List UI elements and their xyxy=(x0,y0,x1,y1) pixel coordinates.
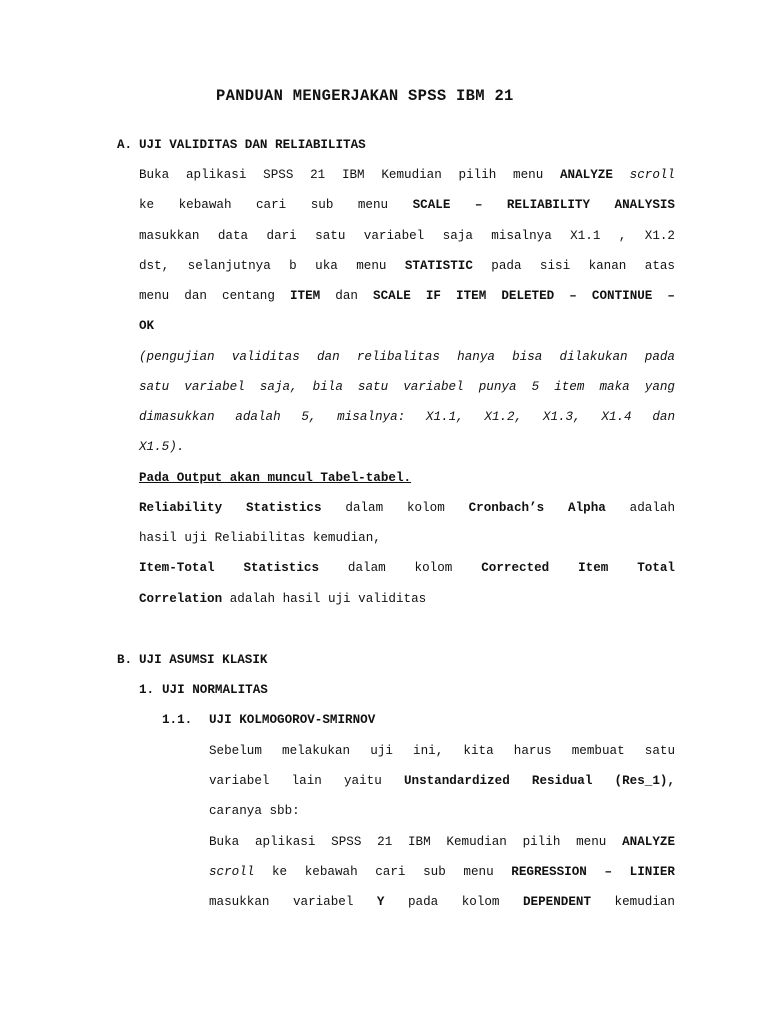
subsection-1-heading: UJI NORMALITAS xyxy=(162,683,268,697)
section-a-note-line3: dimasukkan adalah 5, misalnya: X1.1, X1.2, X1.3, X1.4 dan xyxy=(139,410,675,424)
section-b-para1-line1: Sebelum melakukan uji ini, kita harus membuat satu xyxy=(209,744,675,758)
section-b-para1-line3: caranya sbb: xyxy=(209,804,300,818)
subsection-1-1-heading: UJI KOLMOGOROV-SMIRNOV xyxy=(209,713,376,727)
section-b-para2-line1: Buka aplikasi SPSS 21 IBM Kemudian pilih menu ANALYZE xyxy=(209,835,675,849)
section-b-para1-line2: variabel lain yaitu Unstandardized Residual (Res_1), xyxy=(209,774,675,788)
section-a-note-line1: (pengujian validitas dan relibalitas hanya bisa dilakukan pada xyxy=(139,350,675,364)
section-a-para1-line5: menu dan centang ITEM dan SCALE IF ITEM DELETED – CONTINUE – xyxy=(139,289,675,303)
section-a-heading: UJI VALIDITAS DAN RELIABILITAS xyxy=(139,138,366,152)
output-heading: Pada Output akan muncul Tabel-tabel. xyxy=(139,471,412,485)
reliability-line1: Reliability Statistics dalam kolom Cronbach’s Alpha adalah xyxy=(139,501,676,515)
document-title: PANDUAN MENGERJAKAN SPSS IBM 21 xyxy=(216,87,514,105)
section-a-para1-line2: ke kebawah cari sub menu SCALE – RELIABILITY ANALYSIS xyxy=(139,198,675,212)
section-a-para1-line4: dst, selanjutnya b uka menu STATISTIC pada sisi kanan atas xyxy=(139,259,675,273)
section-a-para1-line1: Buka aplikasi SPSS 21 IBM Kemudian pilih menu ANALYZE scroll xyxy=(139,168,675,182)
section-b-marker: B. xyxy=(117,653,133,667)
item-total-line1: Item-Total Statistics dalam kolom Corrected Item Total xyxy=(139,561,675,575)
reliability-line2: hasil uji Reliabilitas kemudian, xyxy=(139,531,381,545)
section-b-heading: UJI ASUMSI KLASIK xyxy=(139,653,268,667)
section-a-marker: A. xyxy=(117,138,133,152)
subsection-1-1-marker: 1.1. xyxy=(162,713,193,727)
section-a-note-line2: satu variabel saja, bila satu variabel punya 5 item maka yang xyxy=(139,380,675,394)
section-a-para1-line3: masukkan data dari satu variabel saja misalnya X1.1 , X1.2 xyxy=(139,229,675,243)
section-b-para2-line2: scroll ke kebawah cari sub menu REGRESSION – LINIER xyxy=(209,865,675,879)
subsection-1-marker: 1. xyxy=(139,683,155,697)
section-a-note-line4: X1.5). xyxy=(139,440,185,454)
item-total-line2: Correlation adalah hasil uji validitas xyxy=(139,592,427,606)
section-b-para2-line3: masukkan variabel Y pada kolom DEPENDENT kemudian xyxy=(209,895,675,909)
section-a-para1-line6: OK xyxy=(139,319,155,333)
